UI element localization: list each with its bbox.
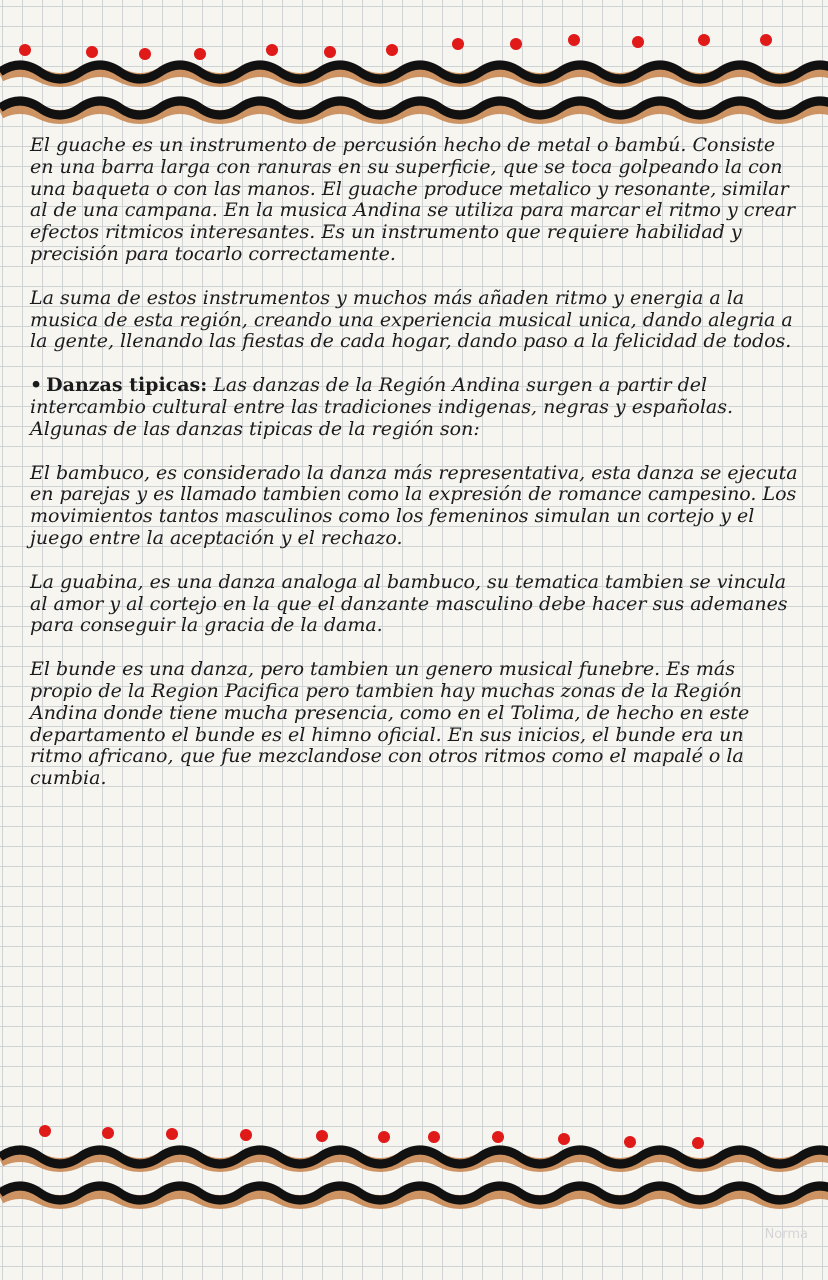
section-heading-danzas: Danzas tipicas: xyxy=(46,374,208,397)
bullet-marker: • xyxy=(30,374,43,397)
paragraph-danzas xyxy=(30,375,800,440)
paragraph-instruments-summary: La suma de estos instrumentos y muchos más añaden ritmo y energia a la musica de esta región, creando una experiencia musical unica, dando alegria a la gente, llenando las fiestas de cada hogar, dando paso a la felicidad de todos. xyxy=(30,286,793,353)
paragraph-guache: El guache es un instrumento de percusión hecho de metal o bambú. Consiste en una barra larga con ranuras en su superficie, que se toca golpeando la con una baqueta o con las manos. El guache produce metalico y resonante, similar al de una campana. En la musica Andina se utiliza para marcar el ritmo y crear efectos ritmicos interesantes. Es un instrumento que requiere habilidad y precisión para tocarlo correctamente. xyxy=(30,134,796,265)
border-red-dots xyxy=(19,34,772,60)
paragraph-guabina: La guabina, es una danza analoga al bambuco, su tematica tambien se vincula al amor y al cortejo en la que el danzante masculino debe hacer sus ademanes para conseguir la gracia de la dama. xyxy=(30,570,788,637)
notebook-brand-watermark: Norma xyxy=(764,1227,808,1242)
border-red-dots-bottom xyxy=(39,1125,704,1149)
decorative-border-top xyxy=(0,20,828,130)
paragraph-bambuco: El bambuco, es considerado la danza más representativa, esta danza se ejecuta en parejas y es llamado tambien como la expresión de romance campesino. Los movimientos tantos masculinos como los femeninos simulan un cortejo y el juego entre la aceptación y el rechazo. xyxy=(30,461,798,549)
paragraph-bunde: El bunde es una danza, pero tambien un genero musical funebre. Es más propio de la Region Pacifica pero tambien hay muchas zonas de la Región Andina donde tiene mucha presencia, como en el Tolima, de hecho en este departamento el bunde es el himno oficial. En sus inicios, el bunde era un ritmo africano, que fue mezclandose con otros ritmos como el mapalé o la cumbia. xyxy=(30,658,750,790)
paragraph-danzas-text: Las danzas de la Región Andina surgen a partir del intercambio cultural entre las tradiciones indigenas, negras y españolas. Algunas de las danzas tipicas de la región son: xyxy=(30,374,734,440)
decorative-border-bottom xyxy=(0,1115,828,1225)
handwritten-notes xyxy=(30,135,800,812)
